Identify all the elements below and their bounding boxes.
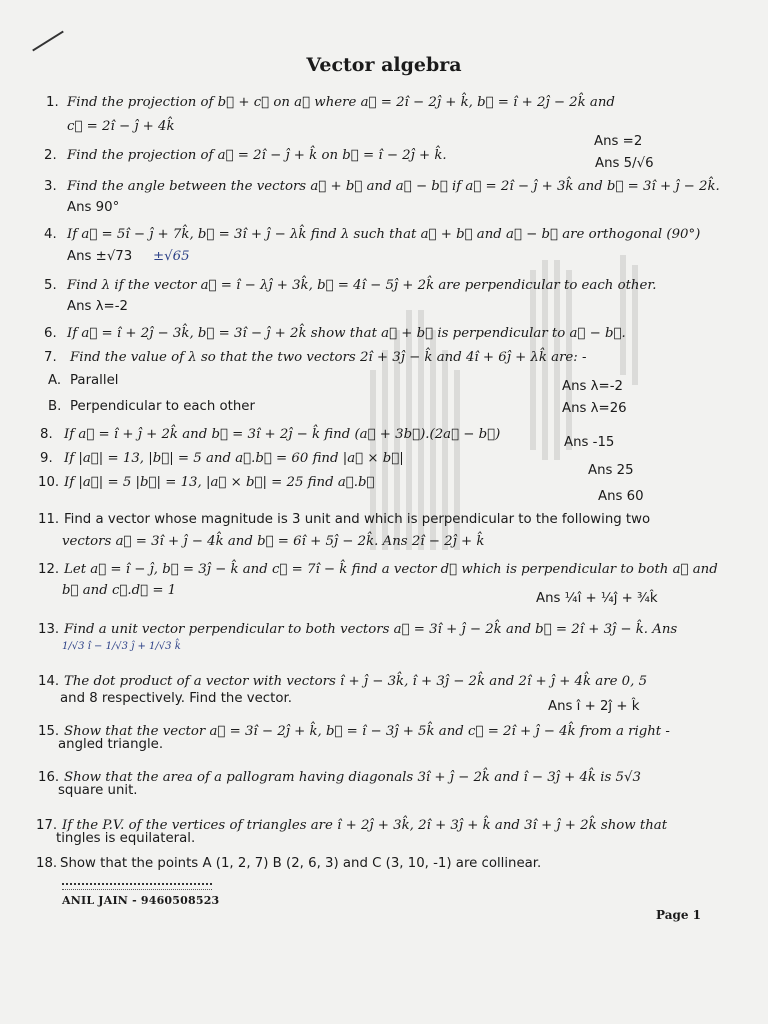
part-label: B. [48,399,62,414]
question-13-line-2 [0,636,768,658]
question-7-part-a [0,370,768,392]
question-text: Perpendicular to each other [70,399,255,414]
question-4-line-1 [0,224,768,246]
page-title: Vector algebra [306,54,462,76]
question-text: If the P.V. of the vertices of triangles are î + 2ĵ + 3k̂, 2î + 3ĵ + k̂ and 3î + ĵ + 2k̂ show that [62,818,668,833]
question-text: Show that the vector a⃗ = 3î − 2ĵ + k̂, b⃗ = î − 3ĵ + 5k̂ and c⃗ = 2î + ĵ − 4k̂ from a right - [64,724,670,739]
question-4-line-2 [0,246,768,268]
question-number: 4. [44,227,57,242]
answer-text: Ans 90° [67,200,120,215]
question-18 [0,853,768,875]
page-number: Page 1 [656,908,702,922]
question-number: 16. [38,770,60,785]
question-number: 8. [40,427,53,442]
question-number: 13. [38,622,60,637]
question-11-line-1 [0,509,768,531]
question-number: 5. [44,278,57,293]
question-number: 7. [44,350,57,365]
question-10 [0,472,768,504]
footer-divider [62,883,212,890]
question-text: c⃗ = 2î − ĵ + 4k̂ [67,119,175,134]
question-text: Find the projection of a⃗ = 2î − ĵ + k̂ on b⃗ = î − 2ĵ + k̂. [67,148,447,163]
question-text: If a⃗ = î + 2ĵ − 3k̂, b⃗ = 3î − ĵ + 2k̂ show that a⃗ + b⃗ is perpendicular to a⃗ − b⃗. [67,326,626,341]
question-text: Find a unit vector perpendicular to both vectors a⃗ = 3î + ĵ − 2k̂ and b⃗ = 2î + 3ĵ − k̂. Ans [64,622,678,637]
answer-text: Ans 5/√6 [595,156,654,171]
handwritten-answer: 1/√3 î − 1/√3 ĵ + 1/√3 k̂ [62,641,181,652]
question-text: Parallel [70,373,119,388]
handwritten-answer: ±√65 [153,249,190,264]
question-number: 12. [38,562,60,577]
question-text: b⃗ and c⃗.d⃗ = 1 [62,583,177,598]
question-number: 15. [38,724,60,739]
question-text: If |a⃗| = 13, |b⃗| = 5 and a⃗.b⃗ = 60 find |a⃗ × b⃗| [64,451,404,466]
answer-text: Ans 25 [588,463,634,478]
question-number: 9. [40,451,53,466]
question-1-line-1 [0,92,768,114]
question-7 [0,347,768,369]
part-label: A. [48,373,62,388]
question-3-line-1 [0,176,768,198]
question-number: 1. [46,95,59,110]
pen-mark [32,31,64,52]
question-7-part-b [0,396,768,418]
question-text: Find a vector whose magnitude is 3 unit and which is perpendicular to the following two [64,512,651,527]
question-text: If |a⃗| = 5 |b⃗| = 13, |a⃗ × b⃗| = 25 find a⃗.b⃗ [64,475,375,490]
question-6 [0,323,768,345]
question-text: Find λ if the vector a⃗ = î − λĵ + 3k̂, b⃗ = 4î − 5ĵ + 2k̂ are perpendicular to each other. [67,278,657,293]
question-text: tingles is equilateral. [56,831,196,846]
question-2 [0,145,768,171]
question-text: Find the value of λ so that the two vectors 2î + 3ĵ − k̂ and 4î + 6ĵ + λk̂ are: - [70,350,587,365]
question-text: If a⃗ = î + ĵ + 2k̂ and b⃗ = 3î + 2ĵ − k̂ find (a⃗ + 3b⃗).(2a⃗ − b⃗) [64,427,501,442]
question-17-line-2 [0,828,768,850]
answer-text: Ans 60 [598,489,644,504]
question-text: If a⃗ = 5î − ĵ + 7k̂, b⃗ = 3î + ĵ − λk̂ find λ such that a⃗ + b⃗ and a⃗ − b⃗ are orthogonal (90°) [67,227,701,242]
answer-text: Ans ¼î + ¼ĵ + ¾k̂ [536,591,658,606]
question-text: Show that the area of a pallogram having diagonals 3î + ĵ − 2k̂ and î − 3ĵ + 4k̂ is 5√3 [64,770,641,785]
question-text: Let a⃗ = î − ĵ, b⃗ = 3ĵ − k̂ and c⃗ = 7î − k̂ find a vector d⃗ which is perpendicular to both a⃗ and [64,562,718,577]
question-15-line-2 [0,734,768,756]
question-number: 17. [36,818,58,833]
question-number: 14. [38,674,60,689]
question-text: Find the projection of b⃗ + c⃗ on a⃗ where a⃗ = 2î − 2ĵ + k̂, b⃗ = î + 2ĵ − 2k̂ and [67,95,615,110]
question-11-line-2 [0,531,768,553]
question-5-line-1 [0,275,768,297]
footer-author: ANIL JAIN - 9460508523 [62,894,220,907]
question-8 [0,424,768,450]
question-text: vectors a⃗ = 3î + ĵ − 4k̂ and b⃗ = 6î + 5ĵ − 2k̂. Ans 2î − 2ĵ + k̂ [62,534,485,549]
question-number: 3. [44,179,57,194]
question-number: 18. [36,856,58,871]
question-text: Find the angle between the vectors a⃗ + b⃗ and a⃗ − b⃗ if a⃗ = 2î − ĵ + 3k̂ and b⃗ = 3î + ĵ − 2k̂. [67,179,720,194]
question-16-line-2 [0,780,768,802]
question-number: 6. [44,326,57,341]
answer-text: Ans λ=-2 [67,299,128,314]
answer-text: Ans λ=26 [562,401,627,416]
question-number: 2. [44,148,57,163]
question-number: 11. [38,512,60,527]
question-3-line-2 [0,197,768,219]
answer-text: Ans -15 [564,435,615,450]
question-12-line-2 [0,580,768,606]
question-text: and 8 respectively. Find the vector. [60,691,292,706]
question-text: Show that the points A (1, 2, 7) B (2, 6, 3) and C (3, 10, -1) are collinear. [60,856,542,871]
question-14-line-2 [0,688,768,714]
answer-text: Ans λ=-2 [562,379,623,394]
question-9 [0,448,768,478]
question-5-line-2 [0,296,768,318]
question-12-line-1 [0,559,768,581]
answer-text: Ans ±√73 [67,249,133,264]
answer-text: Ans =2 [594,134,643,149]
answer-text: Ans î + 2ĵ + k̂ [548,699,640,714]
question-text: The dot product of a vector with vectors î + ĵ − 3k̂, î + 3ĵ − 2k̂ and 2î + ĵ + 4k̂ are 0, 5 [64,674,648,689]
question-text: angled triangle. [58,737,164,752]
question-number: 10. [38,475,60,490]
question-text: square unit. [58,783,138,798]
